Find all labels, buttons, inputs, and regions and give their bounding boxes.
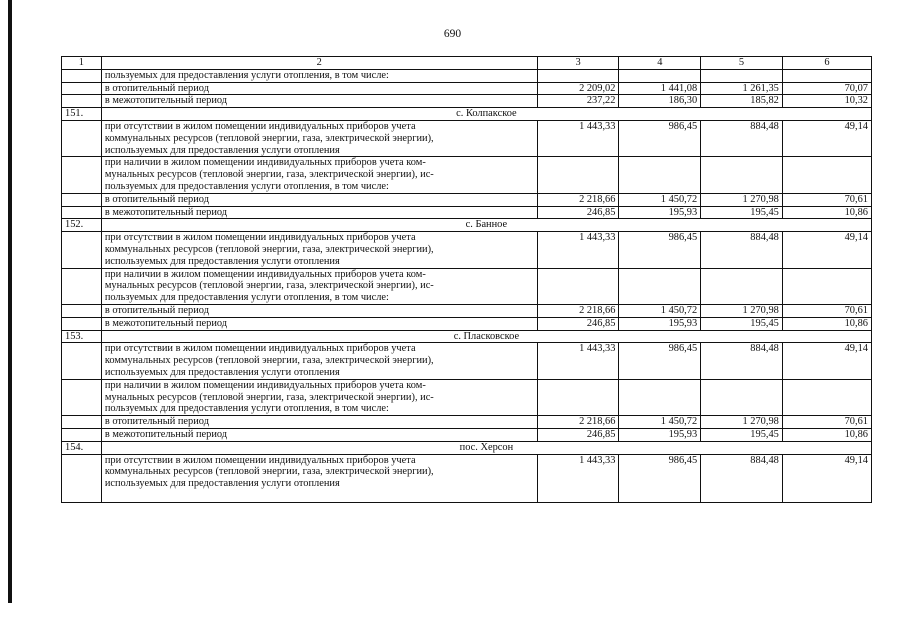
row-number-cell	[62, 232, 102, 268]
value-5	[701, 157, 783, 193]
value-4	[619, 157, 701, 193]
value-4	[619, 69, 701, 82]
row-description: в межотопительный период	[101, 95, 537, 108]
value-row	[62, 82, 872, 95]
row-number-cell	[62, 379, 102, 415]
value-row	[62, 416, 872, 429]
row-number-cell	[62, 428, 102, 441]
description-row	[62, 379, 872, 415]
value-5	[701, 268, 783, 304]
value-5: 884,48	[701, 343, 783, 379]
value-5	[701, 379, 783, 415]
value-6: 49,14	[782, 232, 871, 268]
value-3	[537, 69, 619, 82]
value-4	[619, 268, 701, 304]
column-header: 2	[101, 57, 537, 70]
value-row	[62, 317, 872, 330]
description-line: используемых для предоставления услуги отопления	[104, 144, 340, 156]
row-description: в отопительный период	[101, 193, 537, 206]
settlement-number: 151.	[62, 108, 102, 121]
description-line: используемых для предоставления услуги отопления	[104, 478, 340, 490]
value-5: 195,45	[701, 206, 783, 219]
row-description: в отопительный период	[101, 304, 537, 317]
value-row	[62, 206, 872, 219]
value-4: 195,93	[619, 428, 701, 441]
value-3: 246,85	[537, 428, 619, 441]
value-6: 10,32	[782, 95, 871, 108]
row-description	[101, 268, 537, 304]
description-line: при отсутствии в жилом помещении индивидуальных приборов учета	[104, 454, 416, 466]
row-description: в межотопительный период	[101, 206, 537, 219]
value-6: 70,07	[782, 82, 871, 95]
value-6: 10,86	[782, 428, 871, 441]
value-6: 49,14	[782, 343, 871, 379]
description-row	[62, 268, 872, 304]
value-row	[62, 69, 872, 82]
column-header: 1	[62, 57, 102, 70]
description-line: используемых для предоставления услуги отопления	[104, 366, 340, 378]
description-line	[105, 490, 534, 502]
description-row	[62, 454, 872, 502]
value-6	[782, 268, 871, 304]
value-3: 1 443,33	[537, 120, 619, 156]
value-5: 1 261,35	[701, 82, 783, 95]
description-line: используемых для предоставления услуги отопления	[104, 255, 340, 267]
value-6: 70,61	[782, 416, 871, 429]
row-number-cell	[62, 304, 102, 317]
column-header: 6	[782, 57, 871, 70]
value-5: 884,48	[701, 120, 783, 156]
value-6: 10,86	[782, 317, 871, 330]
value-3	[537, 268, 619, 304]
value-3: 2 218,66	[537, 193, 619, 206]
settlement-row	[62, 330, 872, 343]
column-header: 4	[619, 57, 701, 70]
tariff-table	[61, 56, 872, 503]
settlement-row	[62, 441, 872, 454]
value-4: 1 441,08	[619, 82, 701, 95]
row-number-cell	[62, 82, 102, 95]
column-number-header	[62, 57, 872, 70]
value-6: 70,61	[782, 304, 871, 317]
value-5: 1 270,98	[701, 416, 783, 429]
row-description	[101, 454, 537, 502]
value-row	[62, 193, 872, 206]
value-6	[782, 69, 871, 82]
value-4: 1 450,72	[619, 193, 701, 206]
description-line: при отсутствии в жилом помещении индивидуальных приборов учета	[104, 343, 416, 355]
row-description	[101, 157, 537, 193]
value-row	[62, 428, 872, 441]
row-number-cell	[62, 416, 102, 429]
value-5: 185,82	[701, 95, 783, 108]
description-row	[62, 157, 872, 193]
value-3: 246,85	[537, 317, 619, 330]
value-3: 1 443,33	[537, 232, 619, 268]
value-6: 70,61	[782, 193, 871, 206]
description-line: мунальных ресурсов (тепловой энергии, газа, электрической энергии), ис-	[104, 280, 434, 292]
row-number-cell	[62, 206, 102, 219]
value-6: 49,14	[782, 120, 871, 156]
description-line: пользуемых для предоставления услуги отопления, в том числе:	[104, 180, 389, 192]
row-number-cell	[62, 95, 102, 108]
value-5	[701, 69, 783, 82]
value-4	[619, 379, 701, 415]
tariff-table-body	[62, 57, 872, 503]
settlement-name: с. Пласковское	[101, 330, 871, 343]
value-row	[62, 304, 872, 317]
page-number: 690	[443, 28, 462, 40]
description-line: коммунальных ресурсов (тепловой энергии, газа, электрической энергии),	[104, 243, 434, 255]
description-line: пользуемых для предоставления услуги отопления, в том числе:	[104, 403, 389, 415]
value-row	[62, 95, 872, 108]
description-line: при наличии в жилом помещении индивидуальных приборов учета ком-	[104, 268, 426, 280]
value-4: 195,93	[619, 317, 701, 330]
description-line: при наличии в жилом помещении индивидуальных приборов учета ком-	[104, 157, 426, 169]
value-5: 195,45	[701, 317, 783, 330]
left-margin-bar	[8, 0, 12, 603]
value-3: 1 443,33	[537, 454, 619, 502]
value-5: 1 270,98	[701, 193, 783, 206]
value-4: 986,45	[619, 232, 701, 268]
description-line: пользуемых для предоставления услуги отопления, в том числе:	[104, 292, 389, 304]
row-description: в отопительный период	[101, 82, 537, 95]
description-line: коммунальных ресурсов (тепловой энергии, газа, электрической энергии),	[104, 466, 434, 478]
value-3	[537, 157, 619, 193]
row-number-cell	[62, 268, 102, 304]
description-row	[62, 343, 872, 379]
value-6: 10,86	[782, 206, 871, 219]
settlement-number: 152.	[62, 219, 102, 232]
value-3: 2 218,66	[537, 416, 619, 429]
row-description	[101, 120, 537, 156]
description-line: коммунальных ресурсов (тепловой энергии, газа, электрической энергии),	[104, 132, 434, 144]
description-line: при отсутствии в жилом помещении индивидуальных приборов учета	[104, 120, 416, 132]
row-number-cell	[62, 120, 102, 156]
description-line: коммунальных ресурсов (тепловой энергии, газа, электрической энергии),	[104, 355, 434, 367]
value-3: 237,22	[537, 95, 619, 108]
value-6	[782, 379, 871, 415]
value-4: 986,45	[619, 454, 701, 502]
description-line: мунальных ресурсов (тепловой энергии, газа, электрической энергии), ис-	[104, 391, 434, 403]
row-description: в межотопительный период	[101, 428, 537, 441]
value-3	[537, 379, 619, 415]
column-header: 3	[537, 57, 619, 70]
column-header: 5	[701, 57, 783, 70]
row-number-cell	[62, 343, 102, 379]
row-description	[101, 232, 537, 268]
value-4: 1 450,72	[619, 304, 701, 317]
settlement-name: пос. Херсон	[101, 441, 871, 454]
row-number-cell	[62, 193, 102, 206]
value-6	[782, 157, 871, 193]
description-line: мунальных ресурсов (тепловой энергии, газа, электрической энергии), ис-	[104, 169, 434, 181]
value-4: 1 450,72	[619, 416, 701, 429]
value-4: 195,93	[619, 206, 701, 219]
value-4: 986,45	[619, 120, 701, 156]
description-line: при отсутствии в жилом помещении индивидуальных приборов учета	[104, 232, 416, 244]
settlement-row	[62, 219, 872, 232]
value-5: 1 270,98	[701, 304, 783, 317]
value-3: 246,85	[537, 206, 619, 219]
row-number-cell	[62, 157, 102, 193]
row-description	[101, 379, 537, 415]
row-description: в отопительный период	[101, 416, 537, 429]
description-row	[62, 232, 872, 268]
settlement-name: с. Банное	[101, 219, 871, 232]
row-description: в межотопительный период	[101, 317, 537, 330]
value-5: 195,45	[701, 428, 783, 441]
description-row	[62, 120, 872, 156]
settlement-number: 153.	[62, 330, 102, 343]
value-3: 1 443,33	[537, 343, 619, 379]
settlement-name: с. Колпакское	[101, 108, 871, 121]
value-3: 2 209,02	[537, 82, 619, 95]
row-description	[101, 343, 537, 379]
value-6: 49,14	[782, 454, 871, 502]
row-description: пользуемых для предоставления услуги отопления, в том числе:	[101, 69, 537, 82]
description-line: при наличии в жилом помещении индивидуальных приборов учета ком-	[104, 379, 426, 391]
value-4: 986,45	[619, 343, 701, 379]
value-3: 2 218,66	[537, 304, 619, 317]
value-5: 884,48	[701, 454, 783, 502]
settlement-row	[62, 108, 872, 121]
value-5: 884,48	[701, 232, 783, 268]
settlement-number: 154.	[62, 441, 102, 454]
value-4: 186,30	[619, 95, 701, 108]
row-number-cell	[62, 454, 102, 502]
row-number-cell	[62, 69, 102, 82]
row-number-cell	[62, 317, 102, 330]
